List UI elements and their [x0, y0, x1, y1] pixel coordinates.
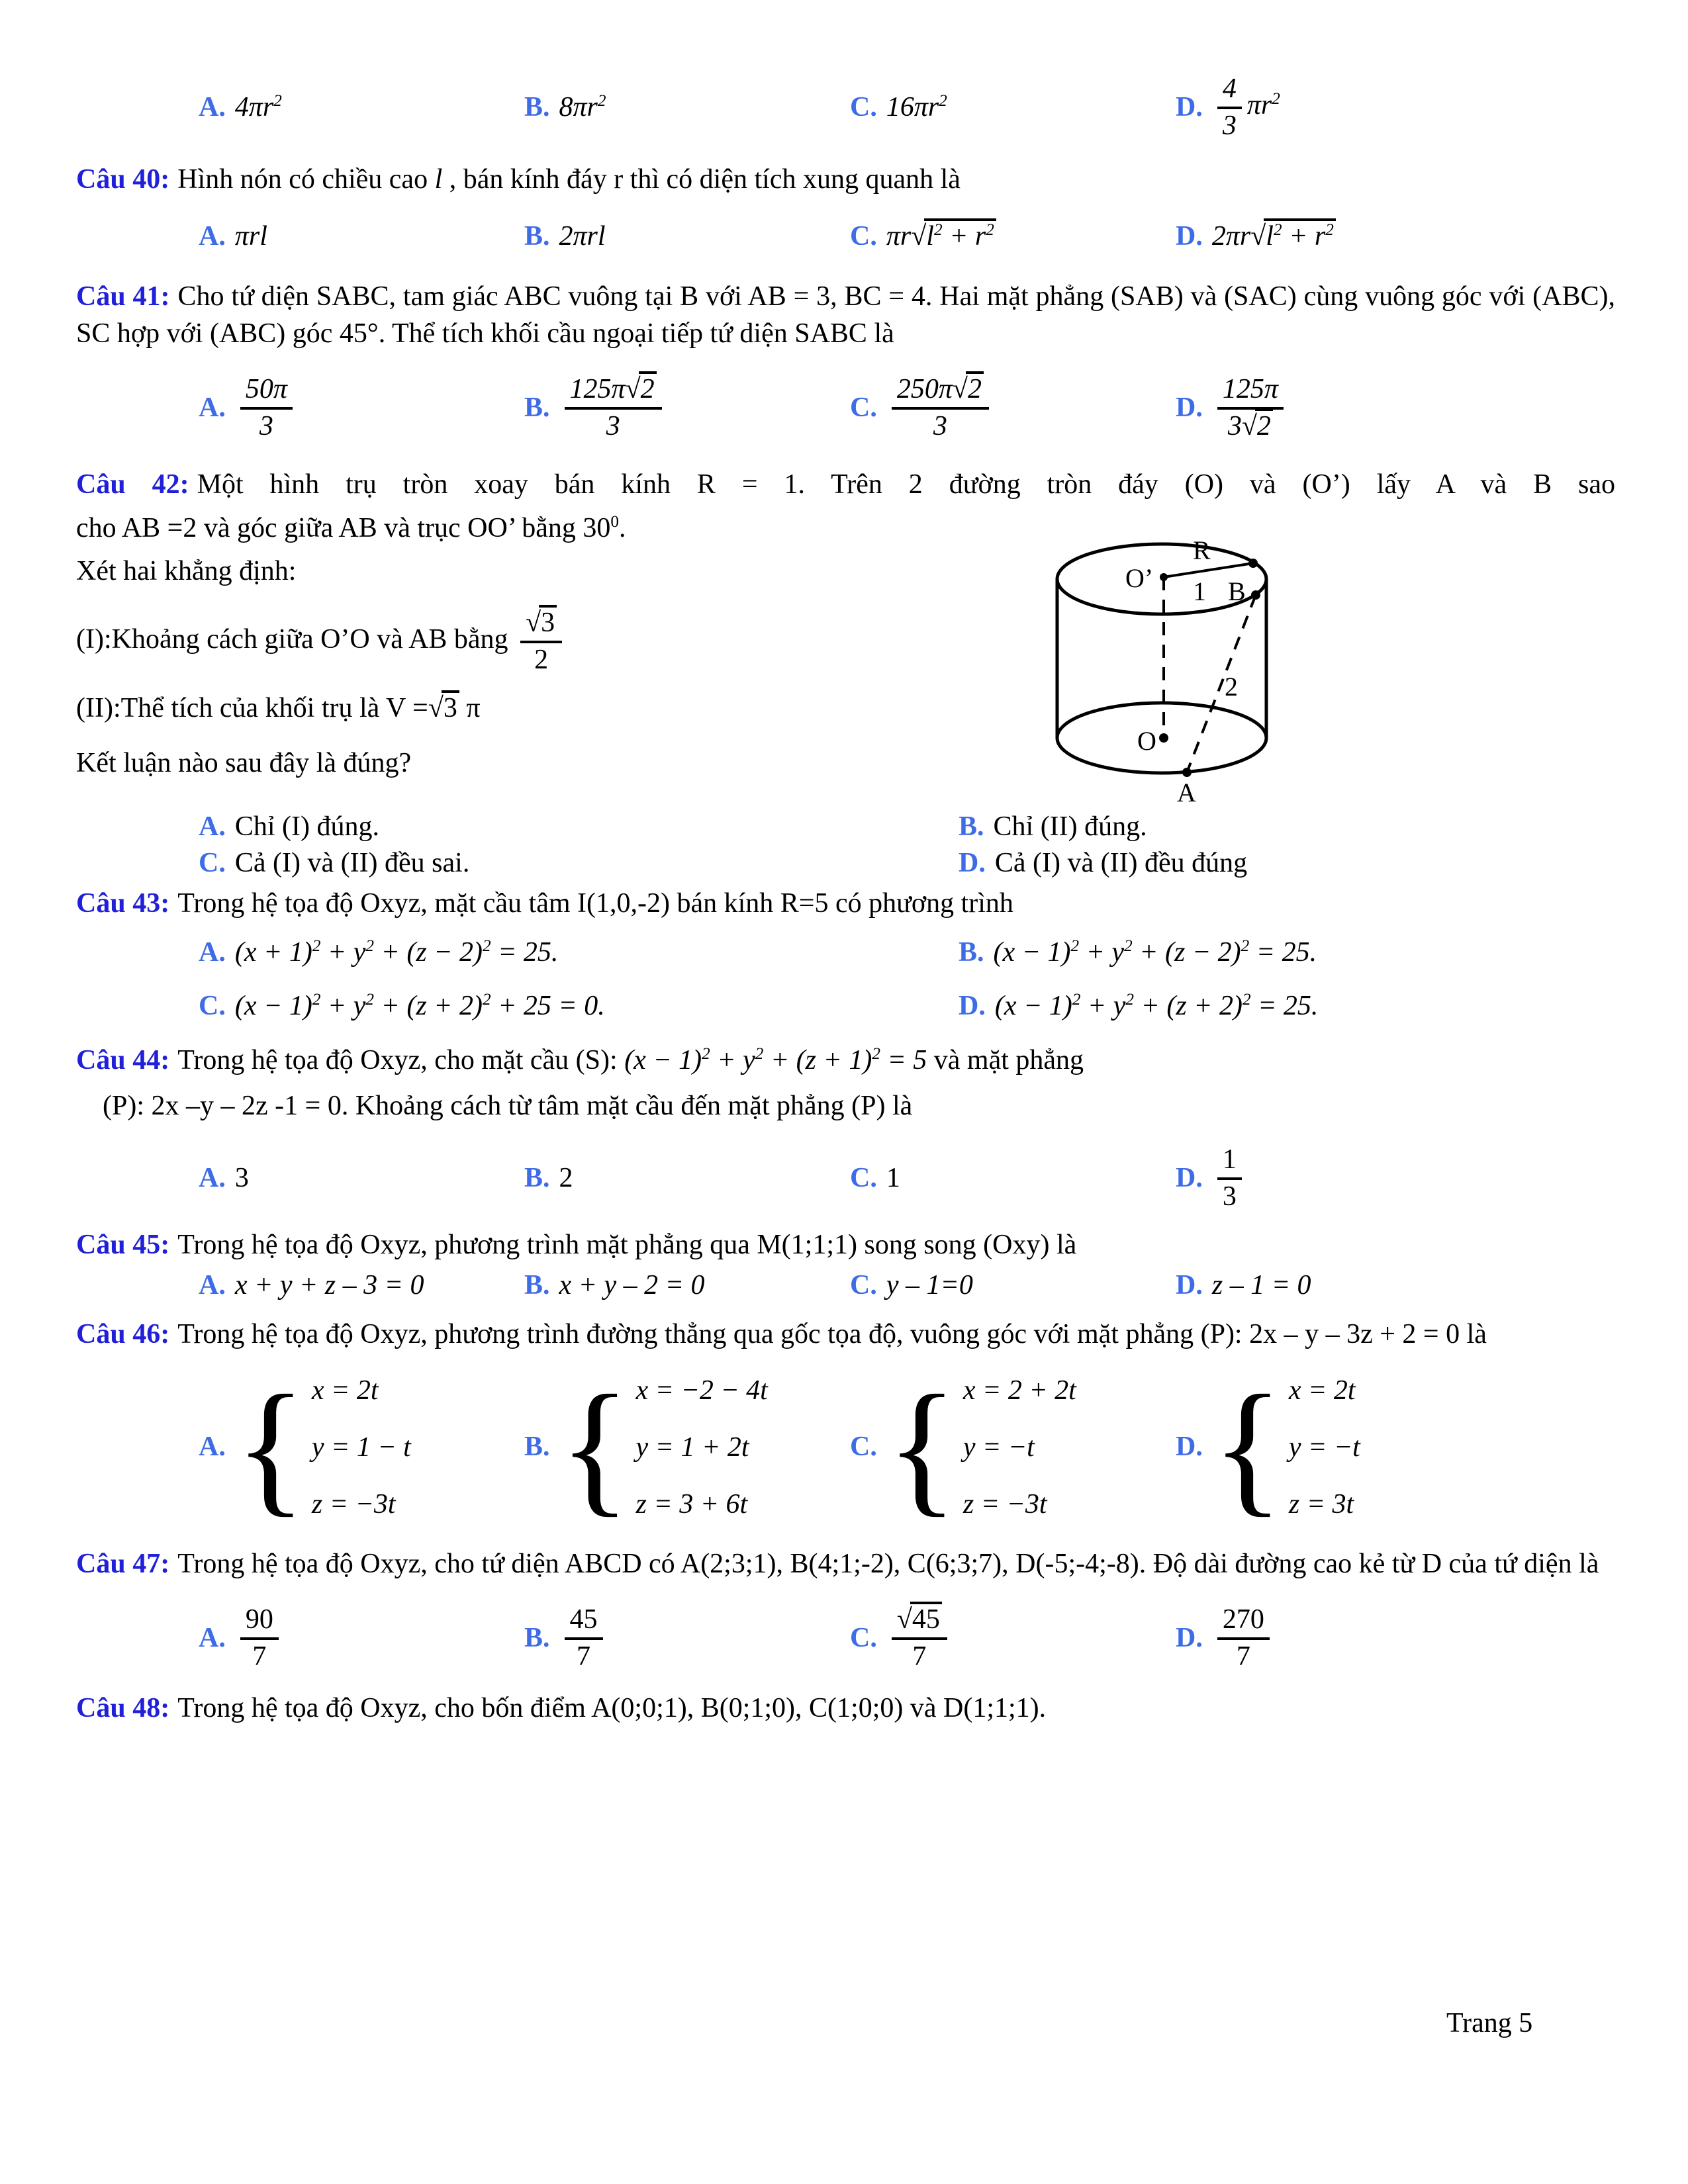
option-c: [850, 1160, 1176, 1197]
label-B: B: [1228, 576, 1246, 607]
option-c: [199, 988, 959, 1024]
option-letter: C.: [199, 848, 226, 878]
question-42-label: Câu 42:: [76, 469, 189, 500]
eq-y: y = −t: [962, 1432, 1035, 1463]
question-text: Một hình trụ tròn xoay bán kính R = 1. Trên 2 đường tròn đáy (O) và (O’) lấy A và B sao: [197, 469, 1615, 500]
option-letter: D.: [1176, 1622, 1203, 1653]
option-letter: B.: [524, 392, 550, 424]
question-text: Hình nón có chiều cao l , bán kính đáy r thì có diện tích xung quanh là: [177, 164, 961, 195]
question-46-options: [199, 1362, 1615, 1533]
option-letter: B.: [524, 1622, 550, 1653]
question-text: Trong hệ tọa độ Oxyz, cho tứ diện ABCD có A(2;3;1), B(4;1;-2), C(6;3;7), D(-5;-4;-8). Độ dài đường cao kẻ từ D của tứ diện là: [177, 1549, 1599, 1580]
question-46-label: Câu 46:: [76, 1318, 170, 1349]
question-44-label: Câu 44:: [76, 1044, 170, 1075]
option-letter: D.: [1176, 1270, 1203, 1301]
statement-text: (I):Khoảng cách giữa O’O và AB bằng $\frac{√3}{2}$: [76, 624, 567, 655]
label-R: R: [1193, 535, 1211, 566]
question-45-options: [199, 1267, 1615, 1304]
question-45: [76, 1227, 1615, 1304]
option-letter: A.: [199, 811, 226, 842]
question-40-options: [199, 203, 1615, 269]
option-content: $16\pi r^2$: [886, 91, 947, 122]
option-d: [1176, 374, 1501, 442]
option-d: [959, 845, 1688, 882]
label-AB-value: 2: [1225, 672, 1238, 702]
eq-y: y = 1 − t: [311, 1432, 411, 1463]
option-content: $\frac{4}{3}$ $\pi r^2$: [1212, 73, 1280, 142]
question-44: [76, 1042, 1615, 1222]
option-content: $\frac{90}{7}$: [235, 1604, 284, 1672]
option-letter: D.: [1176, 1432, 1203, 1463]
option-letter: D.: [1176, 220, 1203, 251]
option-content: $\frac{125\pi√2}{3}$: [559, 374, 667, 442]
option-c: [199, 845, 959, 882]
option-content: $(x + 1)^2 + y^2 + (z - 2)^2 = 25$.: [234, 936, 559, 968]
option-d: [1176, 1362, 1501, 1533]
parametric-system: [559, 1362, 768, 1533]
question-43-text: [76, 886, 1615, 922]
option-b: [524, 218, 850, 255]
option-a: [199, 1267, 524, 1304]
option-letter: C.: [850, 1162, 877, 1193]
option-letter: B.: [524, 220, 550, 251]
eq-x: x = 2t: [1288, 1375, 1356, 1406]
question-47: [76, 1546, 1615, 1684]
option-c: [850, 1267, 1176, 1304]
option-letter: B.: [524, 91, 550, 122]
option-letter: A.: [199, 1432, 226, 1463]
question-41-options: [199, 360, 1615, 456]
option-letter: A.: [199, 1622, 226, 1653]
option-letter: D.: [1176, 392, 1203, 424]
eq-z: z = −3t: [311, 1489, 396, 1520]
option-d: [1176, 1604, 1501, 1672]
option-letter: B.: [524, 1432, 550, 1463]
question-43-options-row-2: [199, 988, 1615, 1024]
option-letter: D.: [1176, 1162, 1203, 1193]
eq-x: x = −2 − 4t: [635, 1375, 768, 1406]
option-letter: C.: [850, 1270, 877, 1301]
option-content: $\pi r√l^2 + r^2$: [886, 218, 996, 255]
option-letter: C.: [850, 220, 877, 251]
question-text: Trong hệ tọa độ Oxyz, cho mặt cầu (S):: [177, 1044, 625, 1075]
question-42-statement-1: [76, 608, 1615, 676]
eq-z: z = −3t: [962, 1489, 1047, 1520]
question-48-label: Câu 48:: [76, 1692, 170, 1723]
option-content: $\frac{1}{3}$: [1212, 1144, 1247, 1212]
option-letter: C.: [850, 1432, 877, 1463]
question-text: Trong hệ tọa độ Oxyz, phương trình đường thẳng qua gốc tọa độ, vuông góc với mặt phẳng (P): 2x – y – 3z + 2 = 0 là: [177, 1318, 1487, 1349]
brace-icon: {: [559, 1364, 631, 1530]
question-text: Trong hệ tọa độ Oxyz, cho bốn điểm A(0;0;1), B(0;1;0), C(1;0;0) và D(1;1;1).: [177, 1692, 1047, 1723]
option-letter: B.: [959, 811, 984, 842]
question-43-label: Câu 43:: [76, 888, 170, 919]
eq-y: y = −t: [1288, 1432, 1360, 1463]
option-content: 1: [886, 1162, 900, 1193]
cylinder-figure: [1013, 500, 1314, 807]
label-radius-value: 1: [1193, 576, 1206, 607]
question-42-options-row-2: [199, 845, 1615, 882]
option-d: [959, 988, 1688, 1024]
option-content: $\frac{270}{7}$: [1212, 1604, 1275, 1672]
option-c: [850, 89, 1176, 126]
statement-text: (II):Thể tích của khối trụ là V =√3 π: [76, 693, 481, 723]
option-letter: D.: [959, 991, 986, 1022]
question-text: Trong hệ tọa độ Oxyz, phương trình mặt phẳng qua M(1;1;1) song song (Oxy) là: [177, 1229, 1077, 1260]
question-text: Cho tứ diện SABC, tam giác ABC vuông tại B với AB = 3, BC = 4. Hai mặt phẳng (SAB) và (SAC) cùng vuông góc với (ABC), SC hợp với (ABC) góc 45°. Thể tích khối cầu ngoại tiếp tứ diện SABC là: [76, 281, 1615, 349]
option-letter: B.: [959, 936, 984, 968]
option-content: πrl: [234, 220, 267, 251]
question-47-text: [76, 1546, 1615, 1582]
option-letter: A.: [199, 220, 226, 251]
eq-z: z = 3 + 6t: [635, 1489, 748, 1520]
question-47-options: [199, 1592, 1615, 1685]
option-a: [199, 89, 524, 126]
question-42-options-row-1: [199, 809, 1615, 845]
question-48: [76, 1690, 1615, 1727]
brace-icon: {: [886, 1364, 958, 1530]
option-c: [850, 218, 1176, 255]
brace-icon: {: [1211, 1364, 1284, 1530]
question-47-label: Câu 47:: [76, 1549, 170, 1580]
option-d: [1176, 218, 1501, 255]
option-b: [524, 1267, 850, 1304]
option-letter: D.: [1176, 91, 1203, 122]
question-40: [76, 161, 1615, 269]
option-b: [524, 1160, 850, 1197]
option-b: [959, 934, 1688, 971]
option-b: [524, 374, 850, 442]
option-a: [199, 1362, 524, 1533]
option-c: [850, 1362, 1176, 1533]
question-42-text-line1: [76, 467, 1615, 503]
question-44-options: [199, 1136, 1615, 1222]
question-40-label: Câu 40:: [76, 164, 170, 195]
option-letter: C.: [850, 392, 877, 424]
parametric-system: [886, 1362, 1076, 1533]
option-a: [199, 809, 959, 845]
question-46-text: [76, 1316, 1615, 1353]
option-b: [959, 809, 1688, 845]
question-40-text: [76, 161, 1615, 198]
option-letter: A.: [199, 1270, 226, 1301]
question-39-options: [199, 63, 1615, 152]
question-44-text-line2: (P): 2x –y – 2z -1 = 0. Khoảng cách từ tâm mặt cầu đến mặt phẳng (P) là: [103, 1091, 913, 1122]
label-O-bottom: O: [1137, 726, 1156, 756]
option-content: Chỉ (II) đúng.: [993, 811, 1147, 842]
option-c: [850, 1604, 1176, 1672]
option-b: [524, 89, 850, 126]
question-43-options-row-1: [199, 934, 1615, 971]
question-42-text-line2: [76, 510, 1615, 547]
option-content: Cả (I) và (II) đều đúng: [994, 848, 1248, 878]
option-a: [199, 1604, 524, 1672]
question-42-consider: Xét hai khẳng định:: [76, 556, 297, 587]
question-41-text: [76, 279, 1615, 352]
option-content: Chỉ (I) đúng.: [234, 811, 379, 842]
question-text: cho AB =2 và góc giữa AB và trục OO’ bằng $30^0$.: [76, 512, 626, 543]
label-A: A: [1177, 778, 1196, 808]
question-48-text: [76, 1690, 1615, 1727]
option-letter: A.: [199, 91, 226, 122]
question-42-conclusion: Kết luận nào sau đây là đúng?: [76, 748, 412, 779]
question-41: [76, 279, 1615, 456]
question-44-text-line1: [76, 1042, 1615, 1079]
cylinder-diagram: [1013, 500, 1314, 807]
parametric-system: [1212, 1362, 1360, 1533]
option-letter: B.: [524, 1270, 550, 1301]
option-content: $\frac{250\pi√2}{3}$: [886, 374, 994, 442]
option-a: [199, 934, 959, 971]
option-content: x + y + z – 3 = 0: [234, 1270, 424, 1301]
eq-x: x = 2t: [311, 1375, 379, 1406]
option-content: $\frac{50\pi}{3}$: [235, 374, 298, 442]
option-a: [199, 374, 524, 442]
option-letter: D.: [959, 848, 986, 878]
option-letter: B.: [524, 1162, 550, 1193]
question-text: Trong hệ tọa độ Oxyz, mặt cầu tâm I(1,0,-2) bán kính R=5 có phương trình: [177, 888, 1013, 919]
question-46: [76, 1316, 1615, 1533]
option-d: [1176, 73, 1501, 142]
option-content: $\frac{√45}{7}$: [886, 1604, 953, 1672]
option-letter: C.: [850, 1622, 877, 1653]
option-content: z – 1 = 0: [1211, 1270, 1311, 1301]
option-d: [1176, 1144, 1501, 1212]
option-content: $8\pi r^2$: [559, 91, 606, 122]
question-45-text: [76, 1227, 1615, 1263]
question-42-statement-2: [76, 690, 1615, 727]
option-content: $(x - 1)^2 + y^2 + (z + 2)^2 + 25 = 0$.: [234, 991, 605, 1022]
option-content: 2πrl: [559, 220, 606, 251]
option-d: [1176, 1267, 1501, 1304]
eq-z: z = 3t: [1288, 1489, 1354, 1520]
brace-icon: {: [234, 1364, 306, 1530]
option-content: $2\pi r√l^2 + r^2$: [1212, 218, 1336, 255]
label-O-top: O’: [1125, 563, 1154, 594]
option-a: [199, 1160, 524, 1197]
option-a: [199, 218, 524, 255]
option-letter: C.: [850, 91, 877, 122]
option-content: $(x - 1)^2 + y^2 + (z + 2)^2 = 25$.: [994, 991, 1319, 1022]
option-content: $(x - 1)^2 + y^2 + (z - 2)^2 = 25$.: [993, 936, 1317, 968]
question-45-label: Câu 45:: [76, 1229, 170, 1260]
question-41-label: Câu 41:: [76, 281, 170, 312]
option-content: y – 1=0: [886, 1270, 973, 1301]
question-43: [76, 886, 1615, 1024]
sphere-equation: $(x - 1)^2 + y^2 + (z + 1)^2 = 5$: [624, 1044, 927, 1075]
question-text: và mặt phẳng: [927, 1044, 1084, 1075]
eq-y: y = 1 + 2t: [635, 1432, 749, 1463]
option-content: $\frac{125\pi}{3√2}$: [1212, 374, 1289, 442]
option-letter: C.: [199, 991, 226, 1022]
page-number: Trang 5: [1446, 2008, 1533, 2038]
option-letter: A.: [199, 936, 226, 968]
option-letter: A.: [199, 1162, 226, 1193]
option-content: x + y – 2 = 0: [559, 1270, 705, 1301]
eq-x: x = 2 + 2t: [962, 1375, 1076, 1406]
option-content: 3: [234, 1162, 249, 1193]
option-content: 2: [559, 1162, 573, 1193]
option-content: Cả (I) và (II) đều sai.: [234, 848, 470, 878]
option-b: [524, 1604, 850, 1672]
option-b: [524, 1362, 850, 1533]
parametric-system: [235, 1362, 411, 1533]
option-c: [850, 374, 1176, 442]
option-content: $4\pi r^2$: [234, 91, 282, 122]
option-content: $\frac{45}{7}$: [559, 1604, 608, 1672]
question-42: [76, 467, 1615, 882]
option-letter: A.: [199, 392, 226, 424]
